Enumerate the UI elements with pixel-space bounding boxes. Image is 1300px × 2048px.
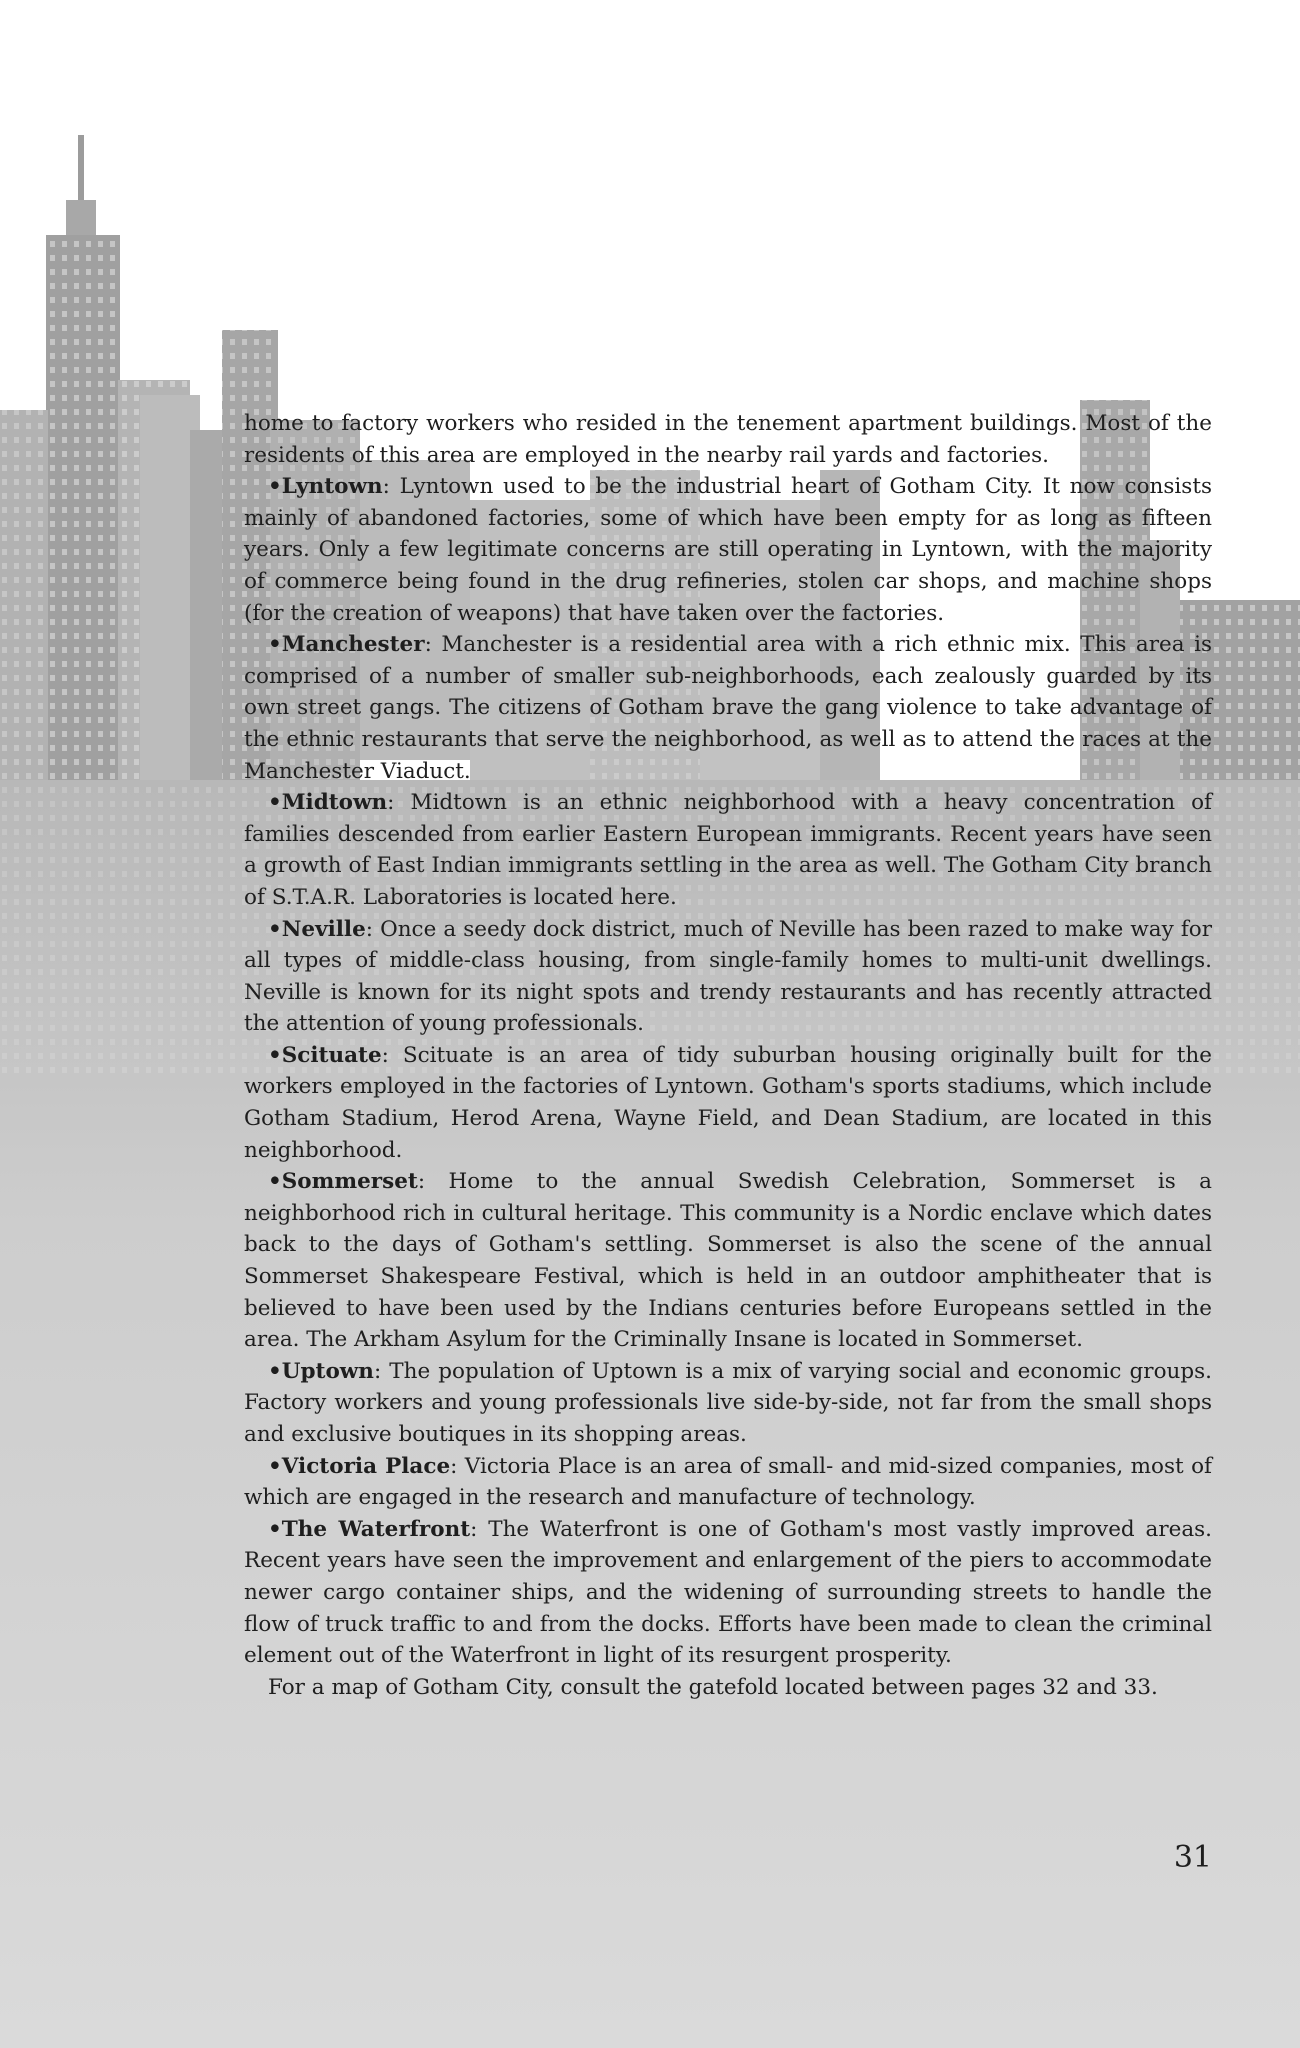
term-manchester: Manchester xyxy=(281,632,425,658)
term-victoria-place: Victoria Place xyxy=(281,1453,451,1479)
paragraph-sommerset: •Sommerset: Home to the annual Swedish Celebration, Sommerset is a neighborhood rich in cultural heritage. This community is a Nordic enclave which dates back to the days of Gotham's settling. Sommerset is also the scene of the annual Sommerset Shakespeare Festival, which is held in an outdoor amphitheater that is believed to have been used by the Indians centuries before Europeans settled in the area. The Arkham Asylum for the Criminally Insane is located in Sommerset. xyxy=(244,1169,1212,1353)
paragraph-map-reference: For a map of Gotham City, consult the gatefold located between pages 32 and 33. xyxy=(268,1674,1158,1700)
bullet: • xyxy=(268,1516,282,1542)
term-midtown: Midtown xyxy=(281,790,388,816)
paragraph-midtown: •Midtown: Midtown is an ethnic neighborhood with a heavy concentration of families descended from earlier Eastern European immigrants. Recent years have seen a growth of East Indian immigrants settling in the area as well. The Gotham City branch of S.T.A.R. Laboratories is located here. xyxy=(244,790,1212,910)
term-scituate: Scituate xyxy=(281,1042,382,1068)
page-number: 31 xyxy=(1173,1840,1212,1875)
bullet: • xyxy=(268,1453,282,1479)
paragraph-the-waterfront: •The Waterfront: The Waterfront is one of Gotham's most vastly improved areas. Recent years have seen the improvement and enlargement of the piers to accommodate newer cargo container ships, and the widening of surrounding streets to handle the flow of truck traffic to and from the docks. Efforts have been made to clean the criminal element out of the Waterfront in light of its resurgent prosperity. xyxy=(244,1516,1213,1669)
term-sommerset: Sommerset xyxy=(281,1169,418,1195)
term-uptown: Uptown xyxy=(281,1358,374,1384)
bullet: • xyxy=(268,1358,282,1384)
bullet: • xyxy=(268,916,282,942)
paragraph-continuation: home to factory workers who resided in the tenement apartment buildings. Most of the residents of this area are employed in the nearby rail yards and factories. xyxy=(244,411,1212,468)
bullet: • xyxy=(268,632,282,658)
body-text xyxy=(244,408,1212,1703)
paragraph-victoria-place: •Victoria Place: Victoria Place is an area of small- and mid-sized companies, most of which are engaged in the research and manufacture of technology. xyxy=(244,1453,1212,1511)
paragraph-lyntown: •Lyntown: Lyntown used to be the industrial heart of Gotham City. It now consists mainly of abandoned factories, some of which have been empty for as long as fifteen years. Only a few legitimate concerns are still operating in Lyntown, with the majority of commerce being found in the drug refineries, stolen car shops, and machine shops (for the creation of weapons) that have taken over the factories. xyxy=(244,474,1212,626)
bullet: • xyxy=(268,790,282,816)
term-lyntown: Lyntown xyxy=(281,474,383,500)
paragraph-scituate: •Scituate: Scituate is an area of tidy suburban housing originally built for the workers employed in the factories of Lyntown. Gotham's sports stadiums, which include Gotham Stadium, Herod Arena, Wayne Field, and Dean Stadium, are located in this neighborhood. xyxy=(244,1042,1213,1163)
paragraph-uptown: •Uptown: The population of Uptown is a mix of varying social and economic groups. Factory workers and young professionals live side-by-side, not far from the small shops and exclusive boutiques in its shopping areas. xyxy=(244,1358,1212,1447)
term-the-waterfront: The Waterfront xyxy=(281,1516,471,1542)
paragraph-neville: •Neville: Once a seedy dock district, much of Neville has been razed to make way for all types of middle-class housing, from single-family homes to multi-unit dwellings. Neville is known for its night spots and trendy restaurants and has recently attracted the attention of young professionals. xyxy=(244,916,1212,1037)
paragraph-manchester: •Manchester: Manchester is a residential area with a rich ethnic mix. This area is comprised of a number of smaller sub-neighborhoods, each zealously guarded by its own street gangs. The citizens of Gotham brave the gang violence to take advantage of the ethnic restaurants that serve the neighborhood, as well as to attend the races at the Manchester Viaduct. xyxy=(244,632,1213,784)
bullet: • xyxy=(268,1042,282,1068)
term-neville: Neville xyxy=(281,916,366,942)
bullet: • xyxy=(268,1169,282,1195)
bullet: • xyxy=(268,474,282,500)
